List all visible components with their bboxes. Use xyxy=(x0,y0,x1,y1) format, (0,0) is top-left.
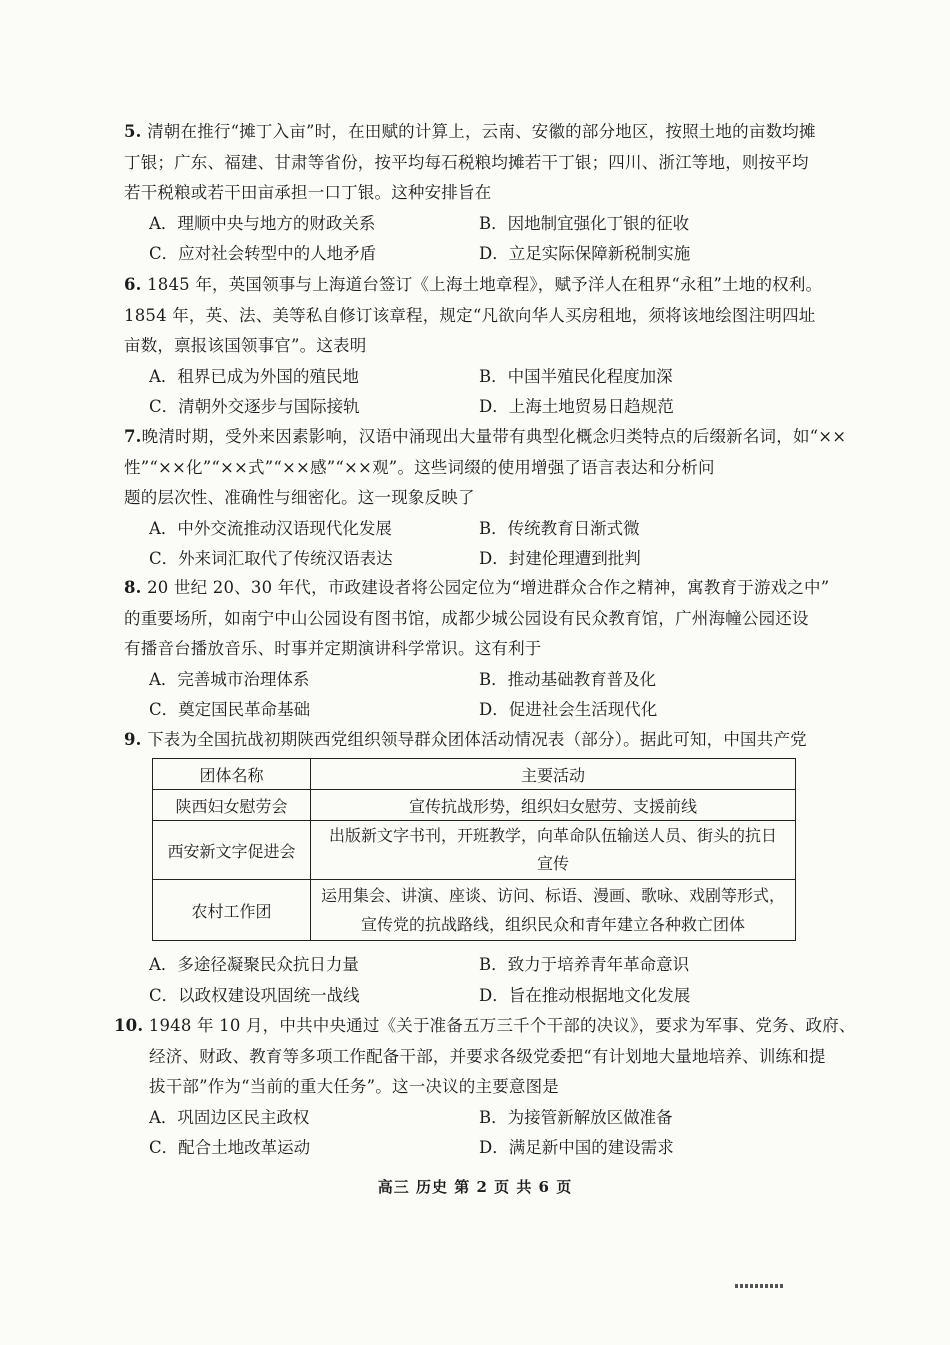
option-a[interactable]: A．完善城市治理体系 xyxy=(149,669,310,689)
activity-table xyxy=(152,758,796,941)
option-c[interactable]: C．清朝外交逐步与国际接轨 xyxy=(149,397,360,416)
table-header-row xyxy=(153,759,796,790)
option-b[interactable]: B．为接管新解放区做准备 xyxy=(479,1107,673,1127)
table-row xyxy=(153,790,796,821)
activity-line: 出版新文字书刊，开班教学，向革命队伍输送人员、街头的抗日 xyxy=(328,826,777,845)
stem-line: 1948 年 10 月，中共中央通过《关于准备五万三千个干部的决议》，要求为军事、党务、政府、 xyxy=(148,1016,856,1035)
option-c[interactable]: C．以政权建设巩固统一战线 xyxy=(149,985,360,1005)
table-header-name: 团体名称 xyxy=(153,759,311,790)
page-footer: 高三 历史 第 2 页 共 6 页 xyxy=(377,1178,573,1196)
table-cell-name: 西安新文字促进会 xyxy=(153,821,311,880)
question-number: 7. xyxy=(124,427,142,446)
option-a[interactable]: A．理顺中央与地方的财政关系 xyxy=(149,213,376,233)
option-b[interactable]: B．推动基础教育普及化 xyxy=(479,669,657,689)
stem-line: 有播音台播放音乐、时事并定期演讲科学常识。这有利于 xyxy=(124,639,542,658)
stem-line: 的重要场所，如南宁中山公园设有图书馆，成都少城公园设有民众教育馆，广州海幢公园还设 xyxy=(124,608,809,628)
question-9 xyxy=(124,725,834,756)
question-6 xyxy=(124,270,834,423)
activity-line: 宣传 xyxy=(536,854,569,873)
question-number: 8. xyxy=(124,578,142,597)
option-c[interactable]: C．应对社会转型中的人地矛盾 xyxy=(149,244,377,263)
option-d[interactable]: D．上海土地贸易日趋规范 xyxy=(479,397,674,416)
option-c[interactable]: C．奠定国民革命基础 xyxy=(149,700,311,719)
table-cell-activity xyxy=(311,790,796,821)
option-d[interactable]: D．促进社会生活现代化 xyxy=(479,700,658,719)
option-a[interactable]: A．巩固边区民主政权 xyxy=(149,1107,310,1127)
question-number: 10. xyxy=(114,1016,144,1035)
stem-line: 1845 年，英国领事与上海道台签订《上海土地章程》，赋予洋人在租界“永租”土地的权利。 xyxy=(147,275,823,294)
activity-line: 宣传抗战形势，组织妇女慰劳、支援前线 xyxy=(408,796,697,816)
question-9-options xyxy=(124,950,834,1011)
option-d[interactable]: D．封建伦理遭到批判 xyxy=(479,549,641,568)
scan-mark-decoration xyxy=(735,1284,783,1288)
table-row xyxy=(153,821,796,880)
option-d[interactable]: D．立足实际保障新税制实施 xyxy=(479,244,691,263)
question-10 xyxy=(114,1011,856,1164)
table-cell-name: 陕西妇女慰劳会 xyxy=(153,790,311,821)
option-d[interactable]: D．旨在推动根据地文化发展 xyxy=(479,985,691,1005)
activity-line: 运用集会、讲演、座谈、访问、标语、漫画、歌咏、戏剧等形式， xyxy=(320,886,785,905)
table-cell-activity xyxy=(311,880,796,941)
question-7 xyxy=(124,422,847,575)
option-a[interactable]: A．多途径凝聚民众抗日力量 xyxy=(149,955,359,974)
stem-line: 经济、财政、教育等多项工作配备干部，并要求各级党委把“有计划地大量地培养、训练和提 xyxy=(149,1046,826,1066)
stem-line: 题的层次性、准确性与细密化。这一现象反映了 xyxy=(124,488,475,507)
option-c[interactable]: C．配合土地改革运动 xyxy=(149,1138,311,1157)
option-b[interactable]: B．传统教育日渐式微 xyxy=(479,518,640,538)
stem-line: 拔干部”作为“当前的重大任务”。这一决议的主要意图是 xyxy=(149,1077,560,1096)
stem-line: 若干税粮或若干田亩承担一口丁银。这种安排旨在 xyxy=(124,183,492,202)
option-a[interactable]: A．中外交流推动汉语现代化发展 xyxy=(149,518,392,538)
question-number: 9. xyxy=(124,730,142,749)
stem-line: 晚清时期，受外来因素影响，汉语中涌现出大量带有典型化概念归类特点的后缀新名词，如“×× xyxy=(141,427,847,446)
question-stem xyxy=(124,117,834,148)
question-number: 5. xyxy=(124,122,142,141)
table-cell-name: 农村工作团 xyxy=(153,880,311,941)
stem-line: 20 世纪 20、30 年代，市政建设者将公园定位为“增进群众合作之精神，寓教育于游戏之中” xyxy=(147,578,830,597)
stem-line: 亩数，禀报该国领事官”。这表明 xyxy=(124,336,367,355)
stem-line: 下表为全国抗战初期陕西党组织领导群众团体活动情况表（部分）。据此可知，中国共产党 xyxy=(147,730,807,749)
table-cell-activity xyxy=(311,821,796,880)
option-d[interactable]: D．满足新中国的建设需求 xyxy=(479,1138,674,1157)
option-c[interactable]: C．外来词汇取代了传统汉语表达 xyxy=(149,549,393,568)
option-a[interactable]: A．租界已成为外国的殖民地 xyxy=(149,366,359,386)
option-b[interactable]: B．致力于培养青年革命意识 xyxy=(479,955,690,974)
stem-line: 清朝在推行“摊丁入亩”时，在田赋的计算上，云南、安徽的部分地区，按照土地的亩数均摊 xyxy=(147,122,816,141)
option-b[interactable]: B．中国半殖民化程度加深 xyxy=(479,366,673,386)
table-row xyxy=(153,880,796,941)
stem-line: 1854 年，英、法、美等私自修订该章程，规定“凡欲向华人买房租地，须将该地绘图注明四址 xyxy=(124,305,816,325)
question-number: 6. xyxy=(124,275,142,294)
stem-line: 性”“××化”“××式”“××感”“××观”。这些词缀的使用增强了语言表达和分析问 xyxy=(124,457,715,477)
activity-line: 宣传党的抗战路线，组织民众和青年建立各种救亡团体 xyxy=(360,915,745,934)
option-b[interactable]: B．因地制宜强化丁银的征收 xyxy=(479,213,690,233)
question-5 xyxy=(124,117,834,270)
stem-line: 丁银；广东、福建、甘肃等省份，按平均每石税粮均摊若干丁银；四川、浙江等地，则按平均 xyxy=(124,152,809,172)
question-8 xyxy=(124,573,834,726)
table-header-activity: 主要活动 xyxy=(311,759,796,790)
